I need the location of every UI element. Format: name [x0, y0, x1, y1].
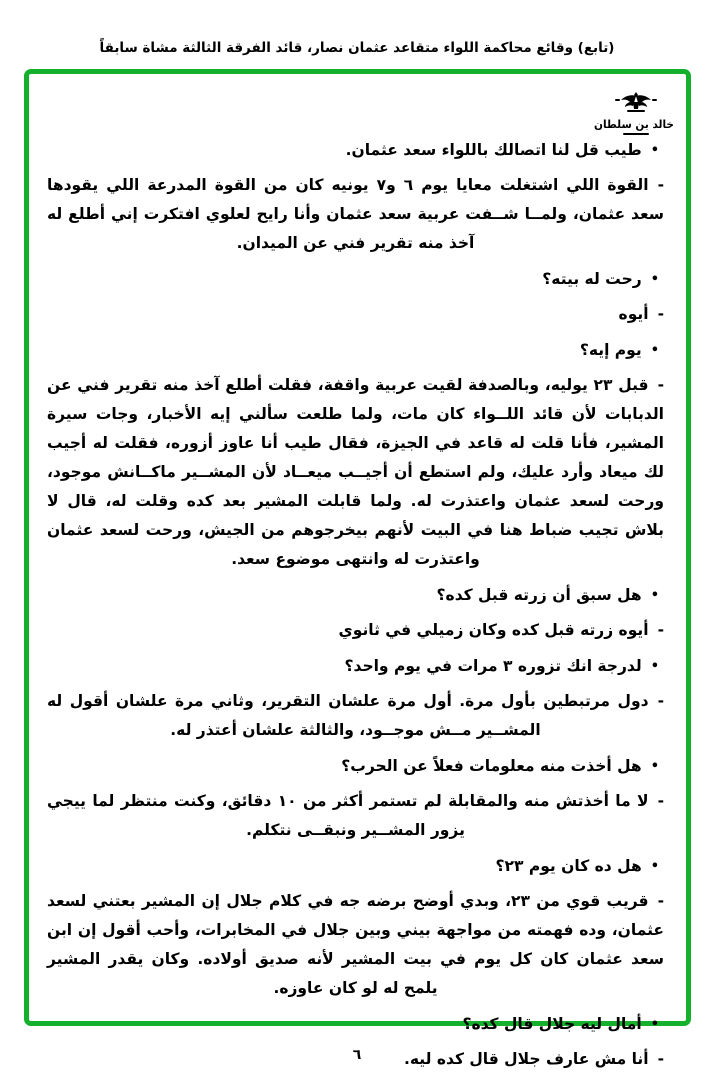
dash-marker: -	[657, 1050, 664, 1068]
answer-line	[47, 687, 664, 745]
seal-motto-line	[623, 133, 649, 135]
answer-text: قبل ٢٣ يوليه، وبالصدفة لقيت عربية واقفة، فقلت أطلع آخذ منه تقرير فني عن الدبابات لأن قائد اللــواء كان مات، ولما طلعت سألني إيه الأخبار، وجات سيرة المشير، فأنا قلت له قاعد في الجيزة، فقال طيب أنا عاوز أزوره، فقلت له أجيب لك ميعاد وأرد عليك، ولم استطع أن أجيــب ميعــاد لأن المشــير ماكــانش موجود، ورحت لسعد عثمان واعتذرت له. ولما قابلت المشير بعد كده وقلت له، قال لا بلاش تجيب ضباط هنا في البيت لأنهم بيخرجوهم من الجيش، ورحت لسعد عثمان واعتذرت له وانتهى موضوع سعد.	[47, 376, 664, 568]
answer-line	[47, 371, 664, 574]
publisher-seal	[594, 90, 674, 135]
qa-block	[47, 265, 664, 329]
answer-text: قريب قوي من ٢٣، وبدي أوضح برضه جه في كلام جلال إن المشير بعتني لسعد عثمان، وده فهمته من مواجهة بيني وبين جلال في المخابرات، وأحب أقول إن ابن سعد عثمان كان كل يوم في بيت المشير لأنه صديق أولاده. وكان يقدر المشير يلمح له لو كان عاوزه.	[47, 892, 664, 997]
question-line	[47, 752, 664, 781]
question-line	[47, 136, 664, 165]
answer-line	[47, 300, 664, 329]
qa-block	[47, 581, 664, 645]
question-text: رحت له بيته؟	[542, 270, 642, 288]
page-header: (تابع) وقائع محاكمة اللواء متقاعد عثمان نصار، قائد الفرقة الثالثة مشاة سابقاً	[99, 40, 615, 56]
answer-text: دول مرتبطين بأول مرة. أول مرة علشان التقرير، وثاني مرة علشان أقول له المشــير مــش موجــود، والثالثة علشان أعتذر له.	[47, 692, 649, 739]
answer-text: أيوه	[618, 305, 649, 323]
question-line	[47, 581, 664, 610]
question-text: يوم إيه؟	[579, 341, 642, 359]
question-text: طيب قل لنا اتصالك باللواء سعد عثمان.	[345, 141, 642, 159]
eagle-crest-icon	[613, 90, 659, 120]
qa-block	[47, 752, 664, 845]
question-text: هل ده كان يوم ٢٣؟	[495, 857, 642, 875]
bullet-marker: •	[650, 659, 659, 674]
question-line	[47, 1010, 664, 1039]
qa-block	[47, 652, 664, 745]
question-text: هل سبق أن زرته قبل كده؟	[436, 586, 642, 604]
dash-marker: -	[657, 892, 665, 910]
answer-line	[47, 787, 664, 845]
question-text: هل أخذت منه معلومات فعلاً عن الحرب؟	[341, 757, 642, 775]
bullet-marker: •	[650, 859, 659, 874]
question-text: لدرجة انك تزوره ٣ مرات في يوم واحد؟	[344, 657, 642, 675]
question-text: أمال ليه جلال قال كده؟	[462, 1015, 642, 1033]
dash-marker: -	[657, 621, 664, 639]
qa-block	[47, 136, 664, 258]
bullet-marker: •	[650, 343, 659, 358]
dash-marker: -	[657, 305, 664, 323]
question-line	[47, 336, 664, 365]
answer-text: لا ما أخذتش منه والمقابلة لم تستمر أكثر من ١٠ دقائق، وكنت منتظر لما ييجي يزور المشــير ونبقــى نتكلم.	[47, 792, 649, 839]
bullet-marker: •	[650, 1017, 659, 1032]
dash-marker: -	[657, 792, 664, 810]
answer-line	[47, 887, 664, 1003]
answer-text: أنا مش عارف جلال قال كده ليه.	[404, 1050, 649, 1068]
qa-block	[47, 852, 664, 1003]
question-line	[47, 265, 664, 294]
question-line	[47, 852, 664, 881]
bullet-marker: •	[650, 759, 659, 774]
qa-block	[47, 336, 664, 574]
qa-block	[47, 1010, 664, 1074]
page-number: ٦	[352, 1047, 362, 1063]
dialogue-content	[29, 136, 686, 1081]
answer-line	[47, 616, 664, 645]
bullet-marker: •	[650, 272, 659, 287]
dash-marker: -	[657, 376, 664, 394]
answer-text: أيوه زرته قبل كده وكان زميلي في ثانوي	[338, 621, 649, 639]
content-frame	[24, 69, 691, 1068]
dash-marker: -	[657, 176, 664, 194]
answer-line	[47, 171, 664, 258]
seal-name-text: خالد بن سلطان	[594, 118, 674, 132]
question-line	[47, 652, 664, 681]
answer-text: القوة اللي اشتغلت معايا يوم ٦ و٧ يونيه كان من القوة المدرعة اللي يقودها سعد عثمان، ولمــا شــفت عربية سعد عثمان وأنا رايح لعلوي افتكرت إني أطلع له آخذ منه تقرير فني عن الميدان.	[47, 176, 664, 252]
dash-marker: -	[657, 692, 664, 710]
bullet-marker: •	[650, 143, 659, 158]
bullet-marker: •	[650, 588, 659, 603]
